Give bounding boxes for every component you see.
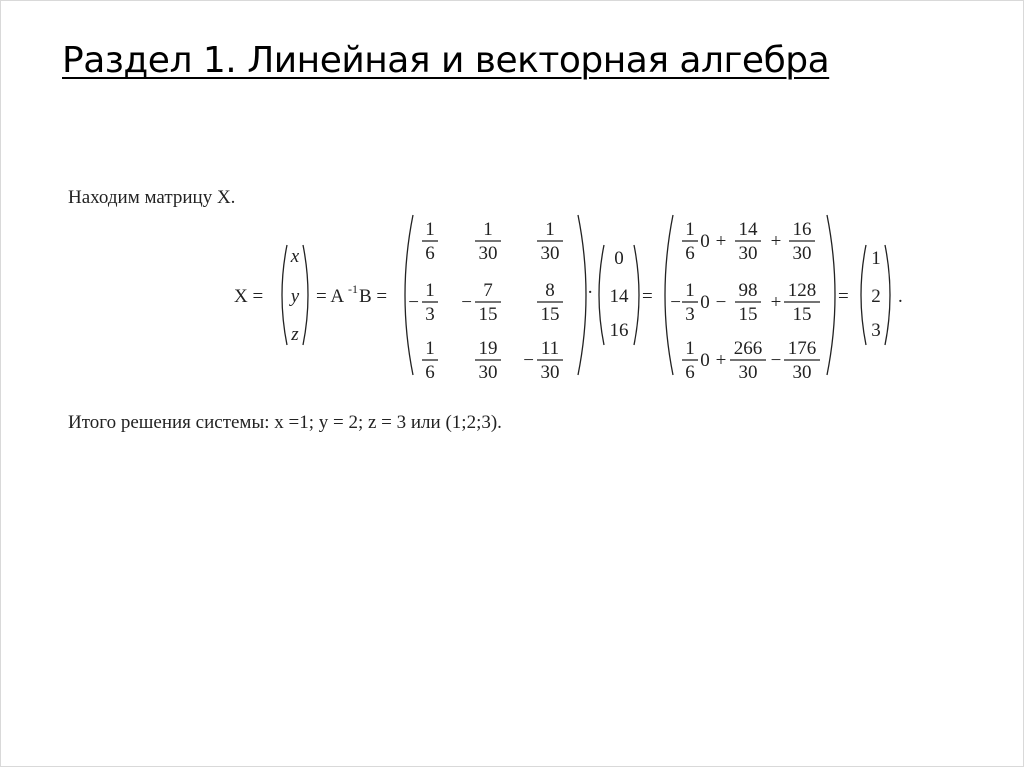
- fraction-denominator: 30: [738, 243, 758, 264]
- multiply-dot: ·: [587, 282, 594, 303]
- fraction-numerator: 7: [483, 280, 493, 301]
- fraction-numerator: 1: [545, 219, 555, 240]
- operator: +: [715, 231, 727, 252]
- fraction-numerator: 8: [545, 280, 555, 301]
- minus-sign: −: [670, 292, 681, 313]
- fraction-numerator: 1: [425, 280, 435, 301]
- operator: −: [715, 292, 727, 313]
- fraction-numerator: 98: [738, 280, 758, 301]
- period: .: [898, 286, 903, 307]
- fraction-denominator: 15: [478, 304, 498, 325]
- fraction-denominator: 6: [425, 243, 435, 264]
- ainv-suffix: B =: [359, 286, 388, 307]
- operator: −: [770, 350, 782, 371]
- result-text: Итого решения системы: x =1; y = 2; z = 3 или (1;2;3).: [68, 412, 502, 433]
- fraction-denominator: 15: [738, 304, 758, 325]
- ainv-prefix: = A: [316, 286, 345, 307]
- fraction-denominator: 30: [792, 362, 812, 383]
- ainv-superscript: -1: [348, 282, 358, 296]
- minus-sign: −: [408, 292, 419, 313]
- fraction-numerator: 14: [738, 219, 758, 240]
- operator: +: [770, 231, 782, 252]
- fraction-numerator: 16: [792, 219, 812, 240]
- fraction-numerator: 266: [733, 338, 763, 359]
- fraction-denominator: 6: [685, 243, 695, 264]
- vector-var-y: y: [290, 286, 300, 307]
- fraction-numerator: 1: [483, 219, 493, 240]
- fraction-numerator: 176: [787, 338, 817, 359]
- lhs-label: X =: [234, 286, 264, 307]
- fraction-denominator: 6: [425, 362, 435, 383]
- minus-sign: −: [523, 350, 534, 371]
- vector-b-entry: 14: [609, 286, 629, 307]
- fraction-denominator: 30: [540, 243, 560, 264]
- vector-var-z: z: [291, 324, 299, 345]
- fraction-numerator: 1: [685, 219, 695, 240]
- minus-sign: −: [461, 292, 472, 313]
- result-entry: 2: [871, 286, 881, 307]
- fraction-denominator: 30: [478, 362, 498, 383]
- vector-b-entry: 16: [609, 320, 629, 341]
- intro-text: Находим матрицу X.: [68, 187, 236, 208]
- fraction-denominator: 15: [540, 304, 560, 325]
- equals-sign: =: [838, 286, 849, 307]
- equals-sign: =: [642, 286, 653, 307]
- vector-b-entry: 0: [614, 248, 624, 269]
- zero-term: 0: [700, 231, 710, 252]
- fraction-numerator: 11: [540, 338, 560, 359]
- fraction-denominator: 30: [738, 362, 758, 383]
- fraction-denominator: 6: [685, 362, 695, 383]
- fraction-numerator: 128: [787, 280, 817, 301]
- operator: +: [770, 292, 782, 313]
- fraction-denominator: 30: [540, 362, 560, 383]
- slide-title: Раздел 1. Линейная и векторная алгебра: [62, 40, 830, 81]
- fraction-denominator: 3: [425, 304, 435, 325]
- zero-term: 0: [700, 292, 710, 313]
- fraction-denominator: 3: [685, 304, 695, 325]
- fraction-numerator: 19: [478, 338, 498, 359]
- operator: +: [715, 350, 727, 371]
- fraction-denominator: 30: [792, 243, 812, 264]
- fraction-numerator: 1: [685, 280, 695, 301]
- vector-var-x: x: [290, 246, 300, 267]
- fraction-denominator: 15: [792, 304, 812, 325]
- fraction-numerator: 1: [425, 219, 435, 240]
- fraction-numerator: 1: [425, 338, 435, 359]
- fraction-numerator: 1: [685, 338, 695, 359]
- fraction-denominator: 30: [478, 243, 498, 264]
- result-entry: 1: [871, 248, 881, 269]
- result-entry: 3: [871, 320, 881, 341]
- zero-term: 0: [700, 350, 710, 371]
